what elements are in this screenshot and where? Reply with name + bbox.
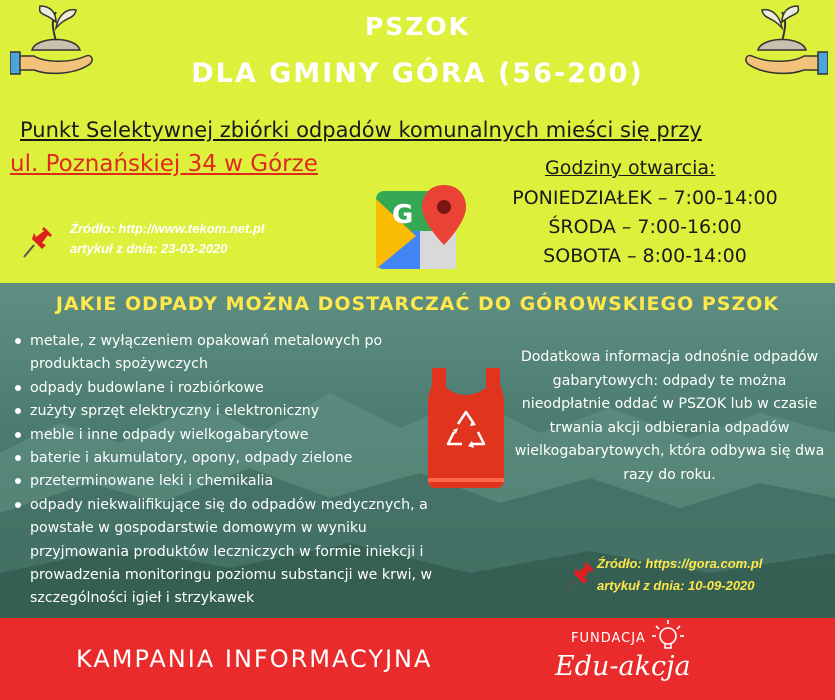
source-url: Źródło: https://gora.com.pl <box>597 556 763 571</box>
list-item: metale, z wyłączeniem opakowań metalowych po produktach spożywczych <box>12 330 462 377</box>
foundation-name: Edu-akcja <box>555 651 691 682</box>
lightbulb-icon <box>648 616 688 656</box>
hours-row: PONIEDZIAŁEK – 7:00-14:00 <box>512 187 778 209</box>
hours-title: Godziny otwarcia: <box>545 157 716 179</box>
section-title: JAKIE ODPADY MOŻNA DOSTARCZAĆ DO GÓROWSKIEGO PSZOK <box>55 293 780 315</box>
header-title: PSZOK <box>364 12 471 41</box>
recycling-bag-icon <box>428 368 504 488</box>
source-note <box>597 553 762 597</box>
list-item: baterie i akumulatory, opony, odpady zielone <box>12 447 462 470</box>
google-maps-icon <box>376 181 470 271</box>
hours-row: SOBOTA – 8:00-14:00 <box>543 245 747 267</box>
hours-row: ŚRODA – 7:00-16:00 <box>548 216 742 238</box>
source-date: artykuł z dnia: 23-03-2020 <box>70 241 228 256</box>
intro-text: Punkt Selektywnej zbiórki odpadów komunalnych mieści się przy <box>20 118 702 142</box>
pushpin-icon <box>20 225 56 259</box>
source-date: artykuł z dnia: 10-09-2020 <box>597 578 755 593</box>
hours-list <box>480 184 810 271</box>
foundation-label: FUNDACJA <box>571 631 646 646</box>
list-item: odpady budowlane i rozbiórkowe <box>12 377 462 400</box>
header-subtitle: DLA GMINY GÓRA (56-200) <box>191 58 644 89</box>
source-url: Źródło: http://www.tekom.net.pl <box>70 221 265 236</box>
list-item: przeterminowane leki i chemikalia <box>12 470 462 493</box>
additional-info: Dodatkowa informacja odnośnie odpadów gabarytowych: odpady te można nieodpłatnie oddać w PSZOK lub w czasie trwania akcji odbierania odpadów wielkogabarytowych, która odbywa się dwa razy do roku. <box>514 349 825 483</box>
address-text: ul. Poznańskiej 34 w Górze <box>10 151 318 177</box>
list-item: zużyty sprzęt elektryczny i elektroniczny <box>12 400 462 423</box>
list-item: odpady niekwalifikujące się do odpadów medycznych, a powstałe w gospodarstwie domowym w wyniku przyjmowania produktów leczniczych w formie iniekcji i prowadzenia monitoringu poziomu substancji we krwi, w szczególności igieł i strzykawek <box>12 494 462 611</box>
source-note <box>70 219 265 259</box>
waste-list <box>12 330 462 611</box>
pushpin-icon <box>562 560 598 594</box>
campaign-title: KAMPANIA INFORMACYJNA <box>76 645 433 673</box>
list-item: meble i inne odpady wielkogabarytowe <box>12 424 462 447</box>
svg-text:G: G <box>392 200 414 230</box>
